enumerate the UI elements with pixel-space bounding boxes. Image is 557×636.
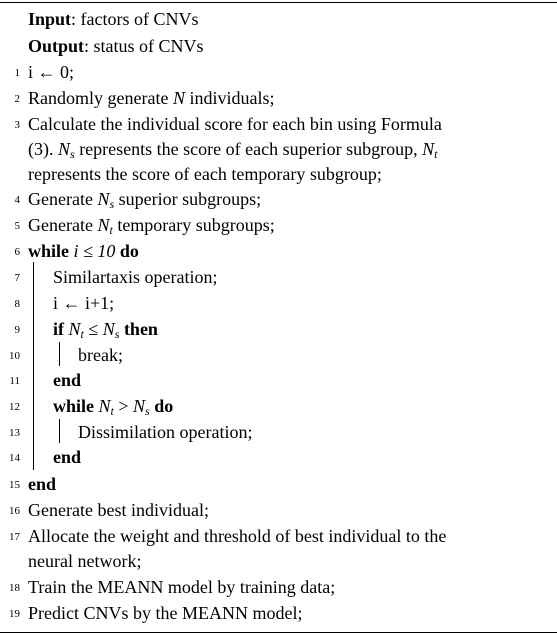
- math-sub: t: [80, 327, 84, 341]
- math-sub: t: [434, 147, 438, 161]
- line-text: i ← 0;: [28, 62, 75, 82]
- math-var: N: [58, 139, 71, 159]
- line-number: 14: [9, 452, 20, 464]
- algo-line-16: [0, 497, 557, 523]
- line-text: break;: [78, 345, 123, 365]
- math-sub: t: [110, 404, 114, 418]
- output-text: : status of CNVs: [84, 36, 204, 56]
- keyword-do: do: [119, 241, 139, 261]
- bottom-rule: [0, 632, 557, 633]
- math-op: ≤: [83, 319, 103, 339]
- algo-line-17-cont: [0, 548, 557, 574]
- line-number: 16: [9, 505, 20, 517]
- line-text: i ← i+1;: [53, 293, 115, 313]
- algo-line-3-cont2: [0, 161, 557, 187]
- keyword-end: end: [53, 370, 82, 390]
- line-number: 3: [14, 119, 20, 131]
- math-var: N: [97, 189, 110, 209]
- algo-line-12: [0, 393, 557, 419]
- line-number: 5: [14, 220, 20, 232]
- line-text: Predict CNVs by the MEANN model;: [28, 603, 303, 623]
- algo-line-10: [0, 342, 557, 368]
- algo-line-3: [0, 111, 557, 137]
- math-sub: s: [114, 327, 120, 341]
- algo-line-18: [0, 574, 557, 600]
- top-rule: [0, 2, 557, 3]
- line-number: 18: [9, 582, 20, 594]
- line-text: Allocate the weight and threshold of best individual to the: [28, 526, 447, 546]
- algo-line-17: [0, 523, 557, 549]
- math-var: N: [68, 319, 81, 339]
- keyword-while: while: [28, 241, 70, 261]
- algo-line-2: [0, 85, 557, 111]
- line-number: 15: [9, 479, 20, 491]
- input-label: Input: [28, 9, 72, 29]
- keyword-then: then: [123, 319, 158, 339]
- algo-line-8: [0, 290, 557, 316]
- line-number: 2: [14, 93, 20, 105]
- math-sub: s: [109, 197, 115, 211]
- line-number: 7: [14, 272, 20, 284]
- line-text: neural network;: [28, 551, 142, 571]
- line-number: 12: [9, 401, 20, 413]
- algo-line-19: [0, 600, 557, 626]
- algo-line-14: [0, 444, 557, 470]
- line-text: represents the score of each superior subgroup,: [74, 139, 423, 159]
- output-line: [0, 33, 557, 59]
- keyword-while: while: [53, 396, 95, 416]
- algo-line-1: [0, 59, 557, 85]
- loop-condition: i ≤ 10: [73, 241, 116, 261]
- line-number: 10: [9, 350, 20, 362]
- math-sub: t: [109, 223, 113, 237]
- math-var: N: [98, 396, 111, 416]
- line-number: 19: [9, 608, 20, 620]
- keyword-end: end: [28, 474, 57, 494]
- line-text: individuals;: [184, 88, 275, 108]
- algo-line-5: [0, 212, 557, 238]
- algo-line-6: [0, 238, 557, 264]
- line-text: Generate best individual;: [28, 500, 209, 520]
- line-number: 1: [14, 67, 20, 79]
- math-sub: s: [70, 147, 75, 161]
- line-text: (3).: [28, 139, 58, 159]
- line-text: Generate: [28, 215, 98, 235]
- algo-line-13: [0, 419, 557, 445]
- line-number: 4: [14, 194, 20, 206]
- output-label: Output: [28, 36, 85, 56]
- math-var: N: [172, 88, 185, 108]
- keyword-end: end: [53, 447, 82, 467]
- math-var: N: [133, 396, 146, 416]
- line-text: temporary subgroups;: [112, 215, 275, 235]
- line-number: 9: [14, 324, 20, 336]
- algo-line-15: [0, 471, 557, 497]
- line-text: represents the score of each temporary subgroup;: [28, 164, 382, 184]
- math-var: N: [422, 139, 435, 159]
- input-line: [0, 6, 557, 32]
- line-number: 8: [14, 298, 20, 310]
- algo-line-7: [0, 264, 557, 290]
- math-var: N: [102, 319, 115, 339]
- algo-line-3-cont: [0, 136, 557, 162]
- algo-line-4: [0, 186, 557, 212]
- line-number: 13: [9, 427, 20, 439]
- keyword-do: do: [154, 396, 174, 416]
- math-op: >: [113, 396, 134, 416]
- line-number: 6: [14, 246, 20, 258]
- algo-line-9: [0, 316, 557, 342]
- line-text: superior subgroups;: [114, 189, 262, 209]
- algo-line-11: [0, 367, 557, 393]
- math-var: N: [97, 215, 110, 235]
- line-number: 11: [9, 375, 20, 387]
- line-text: Randomly generate: [28, 88, 173, 108]
- keyword-if: if: [53, 319, 64, 339]
- line-number: 17: [9, 531, 20, 543]
- line-text: Similartaxis operation;: [53, 267, 218, 287]
- math-sub: s: [145, 404, 150, 418]
- line-text: Calculate the individual score for each bin using Formula: [28, 114, 442, 134]
- line-text: Generate: [28, 189, 98, 209]
- input-text: : factors of CNVs: [71, 9, 199, 29]
- line-text: Train the MEANN model by training data;: [28, 577, 336, 597]
- line-text: Dissimilation operation;: [78, 422, 253, 442]
